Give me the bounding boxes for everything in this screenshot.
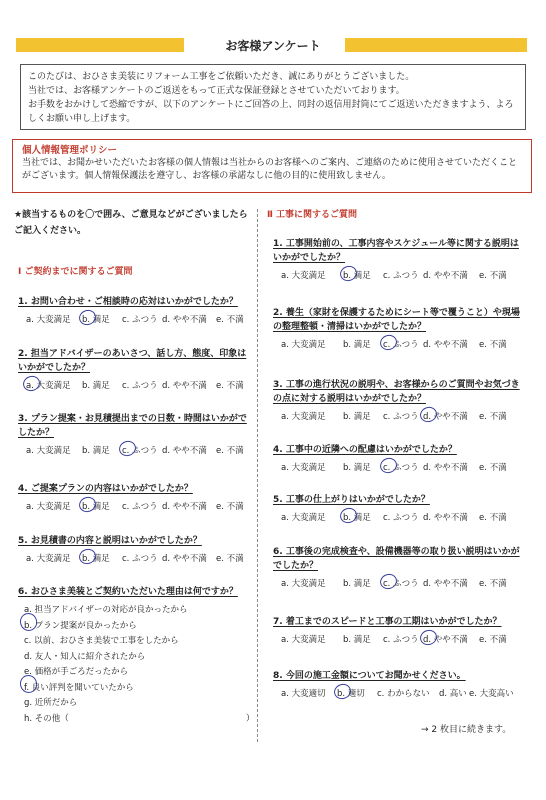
answer-option[interactable]: e. 不満: [216, 446, 244, 456]
left-question-5-answers: [18, 552, 250, 568]
answer-option[interactable]: e. 不満: [479, 579, 507, 589]
answer-option[interactable]: e. 不満: [216, 315, 244, 325]
answer-option[interactable]: b. 満足: [343, 513, 371, 523]
left-question-2-text: 2. 担当アドバイザーのあいさつ、話し方、態度、印象はいかがでしたか？: [18, 349, 247, 373]
answer-option[interactable]: a. 大変満足: [281, 463, 326, 473]
answer-option[interactable]: c. ふつう: [383, 635, 419, 645]
reason-option-label: h. その他（: [24, 713, 69, 724]
reason-option[interactable]: [24, 650, 250, 666]
right-question-7-text: 7. 着工までのスピードと工事の工期はいかがでしたか？: [273, 617, 502, 627]
answer-option[interactable]: e. 不満: [479, 271, 507, 281]
answer-option[interactable]: b. 満足: [343, 271, 371, 281]
reason-option-label: f. 良い評判を聞いていたから: [24, 682, 134, 693]
intro-line-3: お手数をおかけして恐縮ですが、以下のアンケートにご回答の上、同封の返信用封筒にてご返送いただきますよう、よろしくお願い申し上げます。: [28, 100, 514, 124]
answer-option[interactable]: b. 満足: [343, 635, 371, 645]
reason-option-label: d. 友人・知人に紹介されたから: [24, 651, 146, 662]
answer-option[interactable]: b. 満足: [343, 463, 371, 473]
intro-line-1: このたびは、おひさま美装にリフォーム工事をご依頼いただき、誠にありがとうございました。: [28, 72, 415, 82]
answer-option[interactable]: b. 満足: [82, 502, 110, 512]
answer-option[interactable]: c. ふつう: [383, 412, 419, 422]
answer-option[interactable]: a. 大変満足: [281, 513, 326, 523]
answer-option[interactable]: c. わからない: [377, 689, 430, 699]
privacy-body: 当社では、お聞かせいただいたお客様の個人情報は当社からのお客様へのご案内、ご連絡のために使用させていただくことがございます。個人情報保護法を遵守し、お客様の承諾なしに他の目的に使用致しません。: [22, 158, 518, 181]
left-question-1: [18, 295, 250, 329]
right-question-2-text: 2. 養生（家財を保護するためにシート等で覆うこと）や現場の整理整頓・清掃はいかがでしたか？: [273, 308, 520, 332]
reason-option-label: b. プラン提案が良かったから: [24, 620, 137, 631]
reason-option-label: c. 以前、おひさま美装で工事をしたから: [24, 636, 179, 646]
reason-option[interactable]: [24, 712, 255, 728]
answer-option[interactable]: c. ふつう: [122, 446, 158, 456]
answer-option[interactable]: a. 大変満足: [26, 315, 71, 325]
answer-option[interactable]: e. 不満: [479, 412, 507, 422]
left-question-1-answers: [18, 313, 250, 329]
answer-option[interactable]: d. やや不満: [423, 513, 468, 523]
reason-option-label: a. 担当アドバイザーの対応が良かったから: [24, 605, 188, 615]
right-question-8-answers: [273, 687, 527, 703]
answer-option[interactable]: a. 大変満足: [281, 635, 326, 645]
left-question-4-text: 4. ご提案プランの内容はいかがでしたか？: [18, 484, 193, 494]
right-question-7-answers: [273, 633, 527, 649]
reason-option-label: g. 近所だから: [24, 698, 78, 708]
privacy-title: 個人情報管理ポリシー: [22, 145, 118, 156]
answer-option[interactable]: d. やや不満: [423, 340, 468, 350]
answer-option[interactable]: d. やや不満: [162, 381, 207, 391]
answer-option[interactable]: d. やや不満: [423, 579, 468, 589]
left-question-4-answers: [18, 500, 250, 516]
question-6-options: [18, 603, 255, 727]
left-question-5-text: 5. お見積書の内容と説明はいかがでしたか？: [18, 536, 202, 546]
answer-option[interactable]: b. 適切: [337, 689, 365, 699]
answer-option[interactable]: b. 満足: [82, 381, 110, 391]
answer-option[interactable]: e. 大変高い: [469, 689, 514, 699]
answer-option[interactable]: a. 大変満足: [26, 446, 71, 456]
answer-option[interactable]: b. 満足: [82, 446, 110, 456]
left-question-1-text: 1. お問い合わせ・ご相談時の応対はいかがでしたか？: [18, 297, 238, 307]
right-question-1-answers: [273, 269, 527, 285]
left-question-4: [18, 482, 250, 516]
answer-option[interactable]: e. 不満: [479, 340, 507, 350]
right-question-1: [273, 237, 527, 285]
other-close-paren: ）: [246, 713, 255, 724]
right-question-5: [273, 493, 527, 527]
left-highlight-bar: [16, 38, 184, 52]
answer-option[interactable]: d. やや不満: [162, 554, 207, 564]
answer-option[interactable]: e. 不満: [216, 502, 244, 512]
answer-option[interactable]: c. ふつう: [122, 502, 158, 512]
answer-option[interactable]: e. 不満: [479, 513, 507, 523]
answer-option[interactable]: d. やや不満: [162, 315, 207, 325]
answer-option[interactable]: c. ふつう: [383, 513, 419, 523]
right-question-8-text: 8. 今回の施工金額についてお聞かせください。: [273, 671, 466, 681]
right-question-1-text: 1. 工事開始前の、工事内容やスケジュール等に関する説明はいかがでしたか？: [273, 239, 519, 263]
answer-option[interactable]: c. ふつう: [383, 340, 419, 350]
right-question-5-answers: [273, 511, 527, 527]
answer-option[interactable]: a. 大変満足: [26, 554, 71, 564]
answer-option[interactable]: d. やや不満: [162, 446, 207, 456]
answer-option[interactable]: b. 満足: [343, 579, 371, 589]
reason-option[interactable]: [24, 634, 250, 650]
left-question-2: [18, 347, 250, 395]
left-question-3-text: 3. プラン提案・お見積提出までの日数・時間はいかがでしたか？: [18, 414, 247, 438]
right-question-3-answers: [273, 410, 527, 426]
section-1-heading: Ⅰ ご契約までに関するご質問: [18, 267, 133, 277]
right-question-4-answers: [273, 461, 527, 477]
answer-option[interactable]: d. やや不満: [423, 271, 468, 281]
answer-option[interactable]: c. ふつう: [122, 315, 158, 325]
answer-option[interactable]: b. 満足: [82, 554, 110, 564]
answer-option[interactable]: b. 満足: [343, 340, 371, 350]
left-question-5: [18, 534, 250, 568]
right-question-6: [273, 545, 527, 593]
answer-option[interactable]: a. 大変満足: [26, 502, 71, 512]
right-question-4-text: 4. 工事中の近隣への配慮はいかがでしたか？: [273, 445, 457, 455]
right-question-4: [273, 443, 527, 477]
answer-option[interactable]: e. 不満: [479, 463, 507, 473]
answer-option[interactable]: b. 満足: [82, 315, 110, 325]
question-6: [18, 585, 255, 727]
reason-option[interactable]: [24, 696, 250, 712]
answer-option[interactable]: d. やや不満: [423, 412, 468, 422]
right-question-7: [273, 615, 527, 649]
right-question-6-text: 6. 工事後の完成検査や、設備機器等の取り扱い説明はいかがでしたか？: [273, 547, 520, 571]
instruction-text: ★該当するものを〇で囲み、ご意見などがございましたらご記入ください。: [14, 210, 248, 236]
question-6-text: 6. おひさま美装とご契約いただいた理由は何ですか？: [18, 587, 238, 597]
reason-option[interactable]: [24, 619, 250, 635]
answer-option[interactable]: c. ふつう: [122, 381, 158, 391]
answer-option[interactable]: c. ふつう: [383, 271, 419, 281]
answer-option[interactable]: d. やや不満: [423, 463, 468, 473]
answer-option[interactable]: d. やや不満: [423, 635, 468, 645]
answer-option[interactable]: e. 不満: [479, 635, 507, 645]
privacy-policy-box: [12, 139, 532, 193]
right-question-3-text: 3. 工事の進行状況の説明や、お客様からのご質問やお気づきの点に対する説明はいかがでしたか？: [273, 380, 520, 404]
answer-option[interactable]: a. 大変満足: [281, 340, 326, 350]
right-highlight-bar: [345, 38, 527, 52]
left-question-3: [18, 412, 250, 460]
right-question-8: [273, 669, 527, 703]
reason-option-label: e. 価格が手ごろだったから: [24, 667, 129, 677]
right-question-3: [273, 378, 527, 426]
answer-option[interactable]: a. 大変適切: [281, 689, 326, 699]
column-divider: [257, 209, 258, 742]
intro-box: [20, 64, 526, 130]
answer-option[interactable]: b. 満足: [343, 412, 371, 422]
answer-option[interactable]: a. 大変満足: [281, 271, 326, 281]
answer-option[interactable]: a. 大変満足: [281, 412, 326, 422]
answer-option[interactable]: c. ふつう: [383, 463, 419, 473]
page-title: お客様アンケート: [225, 39, 321, 53]
answer-option[interactable]: a. 大変満足: [26, 381, 71, 391]
answer-option[interactable]: a. 大変満足: [281, 579, 326, 589]
answer-option[interactable]: e. 不満: [216, 381, 244, 391]
left-question-2-answers: [18, 379, 250, 395]
right-question-2: [273, 306, 527, 354]
reason-option[interactable]: [24, 603, 250, 619]
answer-option[interactable]: d. 高い: [439, 689, 467, 699]
answer-option[interactable]: c. ふつう: [122, 554, 158, 564]
intro-line-2: 当社では、お客様アンケートのご返送をもって正式な保証登録とさせていただいております。: [28, 86, 405, 96]
right-question-5-text: 5. 工事の仕上がりはいかがでしたか？: [273, 495, 430, 505]
continued-note: → 2 枚目に続きます。: [421, 725, 512, 735]
answer-option[interactable]: c. ふつう: [383, 579, 419, 589]
right-question-2-answers: [273, 338, 527, 354]
reason-option[interactable]: [24, 681, 250, 697]
section-2-heading: Ⅱ 工事に関するご質問: [267, 210, 358, 220]
answer-option[interactable]: d. やや不満: [162, 502, 207, 512]
answer-option[interactable]: e. 不満: [216, 554, 244, 564]
left-question-3-answers: [18, 444, 250, 460]
reason-option[interactable]: [24, 665, 250, 681]
right-question-6-answers: [273, 577, 527, 593]
